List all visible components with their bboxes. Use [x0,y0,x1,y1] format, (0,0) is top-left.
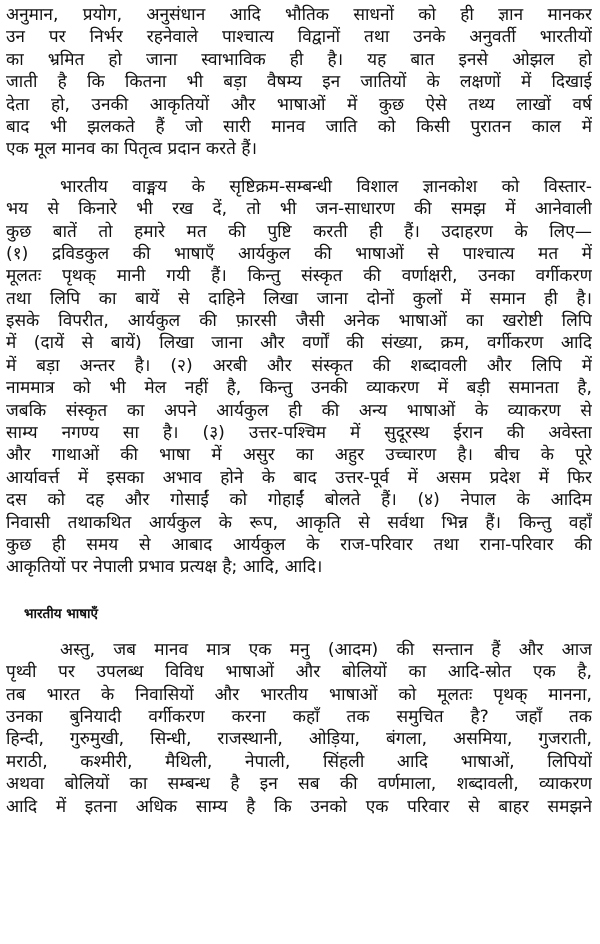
text-line: (१) द्रविडकुल की भाषाएँ आर्यकुल की भाषाओं से पाश्चात्य मत में [6,243,592,264]
text-line: नाममात्र को भी मेल नहीं है, किन्तु उनकी व्याकरण में बड़ी समानता है, [6,378,592,399]
text-line: मराठी, कश्मीरी, मैथिली, नेपाली, सिंहली आदि भाषाओं, लिपियों [6,751,592,772]
text-line: में बड़ा अन्तर है। (२) अरबी और संस्कृत की शब्दावली और लिपि में [6,355,592,376]
text-line: का भ्रमित हो जाना स्वाभाविक ही है। यह बात इनसे ओझल हो [6,49,592,70]
text-line: निवासी तथाकथित आर्यकुल के रूप, आकृति से सर्वथा भिन्न हैं। किन्तु वहाँ [6,512,592,533]
section-spacer [6,623,592,639]
text-line: आर्यावर्त्त में इसका अभाव होने के बाद उत्तर-पूर्व में असम प्रदेश में फिर [6,467,592,488]
text-line: हिन्दी, गुरुमुखी, सिन्धी, राजस्थानी, ओड़िया, बंगला, असमिया, गुजराती, [6,729,592,750]
text-line: में (दायें से बायें) लिखा जाना और वर्णों की संख्या, क्रम, वर्गीकरण आदि [6,333,592,354]
text-line: भारतीय वाङ्मय के सृष्टिक्रम-सम्बन्धी विशाल ज्ञानकोश को विस्तार- [60,176,592,197]
text-line: पृथ्वी पर उपलब्ध विविध भाषाओं और बोलियों का आदि-स्रोत एक है, [6,662,592,683]
text-line: इसके विपरीत, आर्यकुल की फ़ारसी जैसी अनेक भाषाओं का खरोष्टी लिपि [6,311,592,332]
paragraph-2 [6,176,592,579]
paragraph-1 [6,4,592,161]
section-heading: भारतीय भाषाएँ [24,605,98,622]
paragraph-spacer [6,161,592,176]
text-line: साम्य नगण्य सा है। (३) उत्तर-पश्चिम में सुदूरस्थ ईरान की अवेस्ता [6,423,592,444]
text-line: जाती है कि कितना भी बड़ा वैषम्य इन जातियों के लक्षणों में दिखाई [6,72,592,93]
section-spacer [6,579,592,605]
text-line: जबकि संस्कृत का अपने आर्यकुल ही की अन्य भाषाओं के व्याकरण से [6,400,592,421]
text-line: दस को दह और गोसाईं को गोहाईं बोलते हैं। (४) नेपाल के आदिम [6,490,592,511]
text-line: कुछ बातें तो हमारे मत की पुष्टि करती ही हैं। उदाहरण के लिए— [6,221,592,242]
text-line: तब भारत के निवासियों और भारतीय भाषाओं को मूलतः पृथक् मानना, [6,684,592,705]
text-line: देता हो, उनकी आकृतियों और भाषाओं में कुछ ऐसे तथ्य लाखों वर्ष [6,94,592,115]
text-line: मूलतः पृथक् मानी गयी हैं। किन्तु संस्कृत की वर्णाक्षरी, उनका वर्गीकरण [6,266,592,287]
paragraph-3 [6,639,592,818]
text-line: अनुमान, प्रयोग, अनुसंधान आदि भौतिक साधनों को ही ज्ञान मानकर [6,5,592,25]
text-line: कुछ ही समय से आबाद आर्यकुल के राज-परिवार तथा राना-परिवार की [6,534,592,555]
text-line: बाद भी झलकते हैं जो सारी मानव जाति को किसी पुरातन काल में [6,116,592,137]
text-line: उनका बुनियादी वर्गीकरण करना कहाँ तक समुचित है? जहाँ तक [6,706,592,727]
text-line: और गाथाओं की भाषा में असुर का अहुर उच्चारण है। बीच के पूरे [6,445,592,466]
text-line: तथा लिपि का बायें से दाहिने लिखा जाना दोनों कुलों में समान ही है। [6,288,592,309]
text-line: अस्तु, जब मानव मात्र एक मनु (आदम) की सन्तान हैं और आज [60,639,592,660]
text-line: उन पर निर्भर रहनेवाले पाश्चात्य विद्वानों तथा उनके अनुवर्ती भारतीयों [6,27,592,48]
text-line: एक मूल मानव का पितृत्व प्रदान करते हैं। [6,139,258,160]
text-line: आदि में इतना अधिक साम्य है कि उनको एक परिवार से बाहर समझने [6,796,592,817]
text-line: भय से किनारे भी रख दें, तो भी जन-साधारण की समझ में आनेवाली [6,199,592,220]
text-line: अथवा बोलियों का सम्बन्ध है इन सब की वर्णमाला, शब्दावली, व्याकरण [6,774,592,795]
text-line: आकृतियों पर नेपाली प्रभाव प्रत्यक्ष है; आदि, आदि। [6,557,323,578]
